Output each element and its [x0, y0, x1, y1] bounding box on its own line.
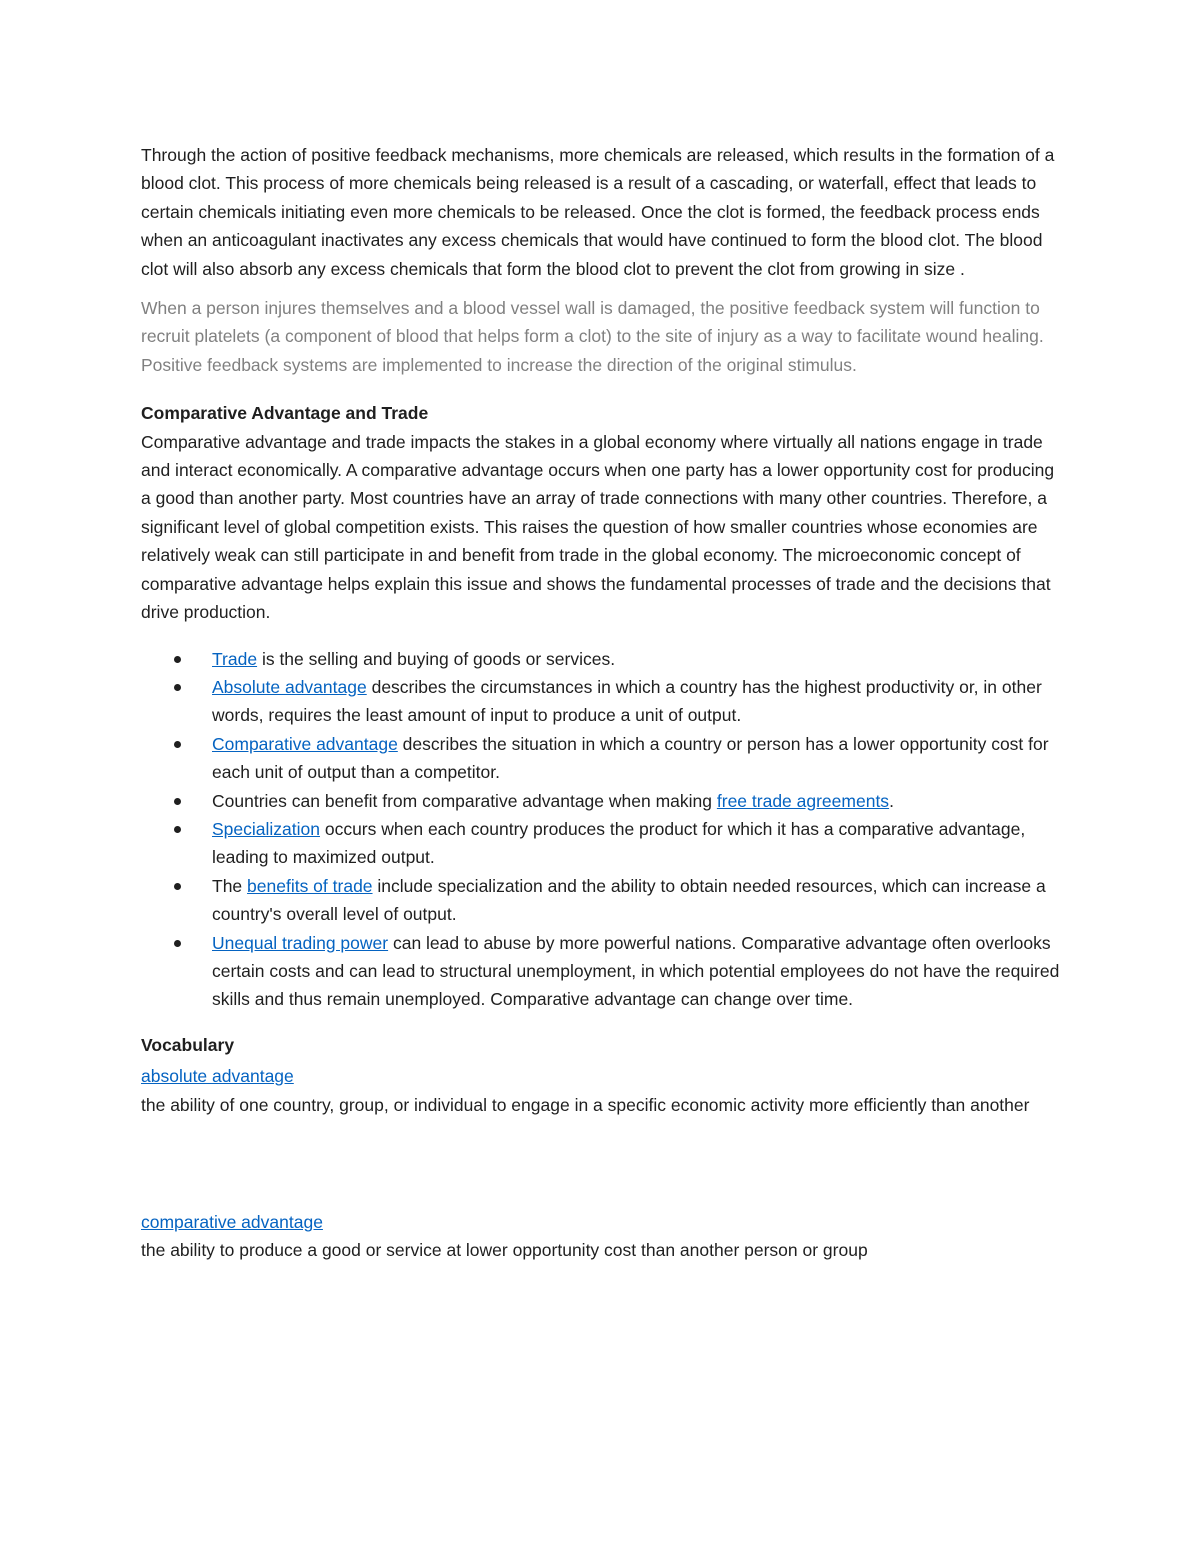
spacer [141, 1119, 1061, 1208]
bullet-icon [174, 883, 181, 890]
term-definition: the ability of one country, group, or individual to engage in a specific economic activity more efficiently than another [141, 1094, 1030, 1115]
vocabulary-heading: Vocabulary [141, 1034, 235, 1055]
list-item [141, 645, 1061, 673]
bullet-icon [174, 826, 181, 833]
bullet-text: is the selling and buying of goods or services. [257, 648, 616, 669]
bullet-text: The [212, 875, 248, 896]
link-specialization[interactable]: Specialization [212, 818, 320, 839]
link-free-trade-agreements[interactable]: free trade agreements [716, 790, 890, 811]
list-item [141, 730, 1061, 787]
list-item [141, 815, 1061, 872]
list-item [141, 787, 1061, 815]
list-item [141, 872, 1061, 929]
paragraph-wound-healing: When a person injures themselves and a blood vessel wall is damaged, the positive feedback system will function to recruit platelets (a component of blood that helps form a clot) to the site of injury as a way to facilitate wound healing. Positive feedback systems are implemented to increase the direction of the original stimulus. [141, 298, 1044, 375]
link-term-comparative-advantage[interactable]: comparative advantage [141, 1212, 323, 1232]
bullet-text: . [889, 790, 894, 811]
link-unequal-trading-power[interactable]: Unequal trading power [212, 932, 389, 953]
link-trade[interactable]: Trade [212, 648, 258, 669]
bullet-icon [174, 798, 181, 805]
bullet-icon [174, 656, 181, 663]
link-comparative-advantage[interactable]: Comparative advantage [212, 733, 398, 754]
link-absolute-advantage[interactable]: Absolute advantage [212, 676, 367, 697]
list-item [141, 673, 1061, 730]
bullet-text: Countries can benefit from comparative advantage when making [212, 790, 717, 811]
bullet-text: describes the circumstances in which a country has the highest productivity or, in other words, requires the least amount of input to produce a unit of output. [212, 676, 1042, 726]
bullet-icon [174, 741, 181, 748]
section-heading: Comparative Advantage and Trade [141, 403, 429, 424]
list-item [141, 929, 1061, 1014]
vocabulary-term [141, 1062, 1061, 1119]
vocabulary-term [141, 1208, 1061, 1265]
link-benefits-of-trade[interactable]: benefits of trade [247, 875, 373, 896]
document-page [141, 141, 1061, 1265]
bullet-text: can lead to abuse by more powerful nations. Comparative advantage often overlooks certain costs and can lead to structural unemployment, in which potential employees do not have the required skills and thus remain unemployed. Comparative advantage can change over time. [212, 932, 1060, 1010]
bullet-list [141, 645, 1061, 1014]
link-term-absolute-advantage[interactable]: absolute advantage [141, 1066, 294, 1087]
section-body: Comparative advantage and trade impacts the stakes in a global economy where virtually all nations engage in trade and interact economically. A comparative advantage occurs when one party has a lower opportunity cost for producing a good than another party. Most countries have an array of trade connections with many other countries. Therefore, a significant level of global competition exists. This raises the question of how smaller countries whose economies are relatively weak can still participate in and benefit from trade in the global economy. The microeconomic concept of comparative advantage helps explain this issue and shows the fundamental processes of trade and the decisions that drive production. [141, 431, 1055, 623]
paragraph-positive-feedback: Through the action of positive feedback mechanisms, more chemicals are released, which results in the formation of a blood clot. This process of more chemicals being released is a result of a cascading, or waterfall, effect that leads to certain chemicals initiating even more chemicals to be released. Once the clot is formed, the feedback process ends when an anticoagulant inactivates any excess chemicals that would have continued to form the blood clot. The blood clot will also absorb any excess chemicals that form the blood clot to prevent the clot from growing in size . [141, 145, 1055, 279]
term-definition: the ability to produce a good or service at lower opportunity cost than another person or group [141, 1240, 868, 1261]
bullet-icon [174, 940, 181, 947]
bullet-text: include specialization and the ability to obtain needed resources, which can increase a country's overall level of output. [212, 875, 1046, 925]
bullet-text: describes the situation in which a country or person has a lower opportunity cost for each unit of output than a competitor. [212, 733, 1049, 783]
bullet-text: occurs when each country produces the product for which it has a comparative advantage, leading to maximized output. [212, 818, 1026, 868]
bullet-icon [174, 684, 181, 691]
